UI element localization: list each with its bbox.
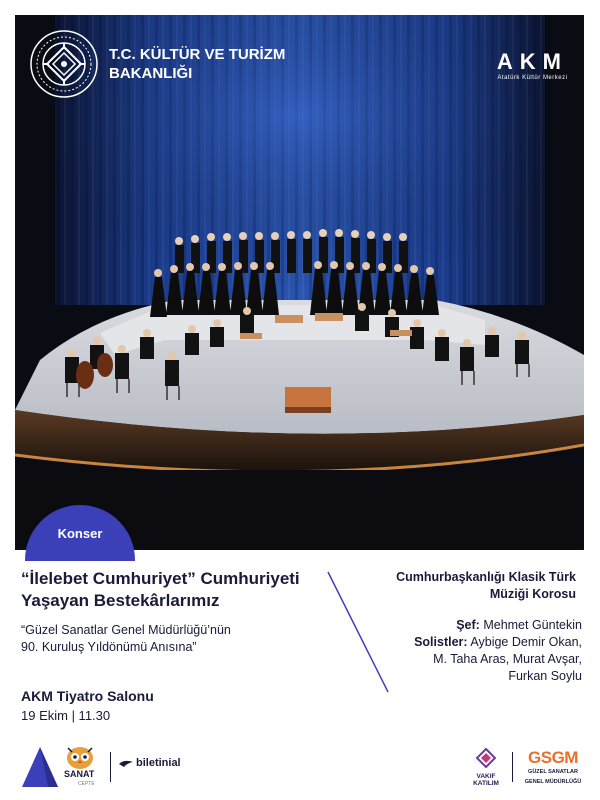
event-venue: AKM Tiyatro Salonu [21, 688, 154, 704]
gsgm-subtitle-line1: GÜZEL SANATLAR [528, 769, 578, 775]
vakif-katilim-line1: VAKIF [476, 773, 496, 780]
biletinial-logo [118, 757, 181, 769]
event-datetime: 19 Ekim | 11.30 [21, 708, 111, 723]
ministry-name-line1: T.C. KÜLTÜR VE TURİZM [109, 46, 286, 63]
footer-separator [110, 752, 111, 782]
vakif-katilim-line2: KATILIM [473, 780, 499, 787]
gsgm-subtitle-line2: GENEL MÜDÜRLÜĞÜ [524, 779, 582, 785]
event-subtitle-line2: 90. Kuruluş Yıldönümü Anısına” [21, 640, 197, 654]
bird-icon [118, 758, 134, 768]
akm-logo-text: AKM [496, 49, 568, 74]
event-subtitle [21, 622, 321, 656]
performer-name [346, 569, 576, 603]
vakif-katilim-logo [466, 748, 506, 787]
event-title-line2: Yaşayan Bestekârlarımız [21, 591, 220, 610]
sanat-cepte-logo: SANAT [64, 769, 95, 779]
akm-subtitle: Atatürk Kültür Merkezi [497, 75, 568, 81]
conductor-name: Mehmet Güntekin [483, 618, 582, 632]
ministry-seal-icon [29, 29, 99, 99]
biletinial-text: biletinial [136, 757, 181, 769]
vakif-katilim-icon [476, 748, 496, 768]
soloists-names-3: Furkan Soylu [508, 669, 582, 683]
footer-separator [512, 752, 513, 782]
ministry-name-line2: BAKANLIĞI [109, 65, 193, 82]
performer-name-line1: Cumhurbaşkanlığı Klasik Türk [396, 570, 576, 584]
event-title-line1: “İlelebet Cumhuriyet” Cumhuriyeti [21, 569, 300, 588]
akm-a-logo-icon [20, 745, 60, 789]
soloists-line [322, 634, 582, 651]
conductor-line [322, 617, 582, 634]
event-subtitle-line1: “Güzel Sanatlar Genel Müdürlüğü’nün [21, 623, 231, 637]
soloists-names-2: M. Taha Aras, Murat Avşar, [433, 652, 582, 666]
soloists-label: Solistler: [414, 635, 468, 649]
ministry-name [109, 45, 285, 83]
conductor-label: Şef: [456, 618, 480, 632]
performer-name-line2: Müziği Korosu [489, 587, 576, 601]
concert-photo [15, 15, 584, 550]
event-title [21, 568, 341, 612]
ministry-logo [29, 29, 285, 99]
soloists-names-1: Aybige Demir Okan, [470, 635, 582, 649]
category-badge-label: Konser [57, 526, 103, 541]
akm-logo [497, 51, 568, 81]
gsgm-logo-text: GSGM [528, 748, 578, 767]
gsgm-logo [522, 749, 584, 786]
credits [322, 617, 582, 685]
sanat-cepte-subtitle: CEPTE [78, 781, 95, 787]
